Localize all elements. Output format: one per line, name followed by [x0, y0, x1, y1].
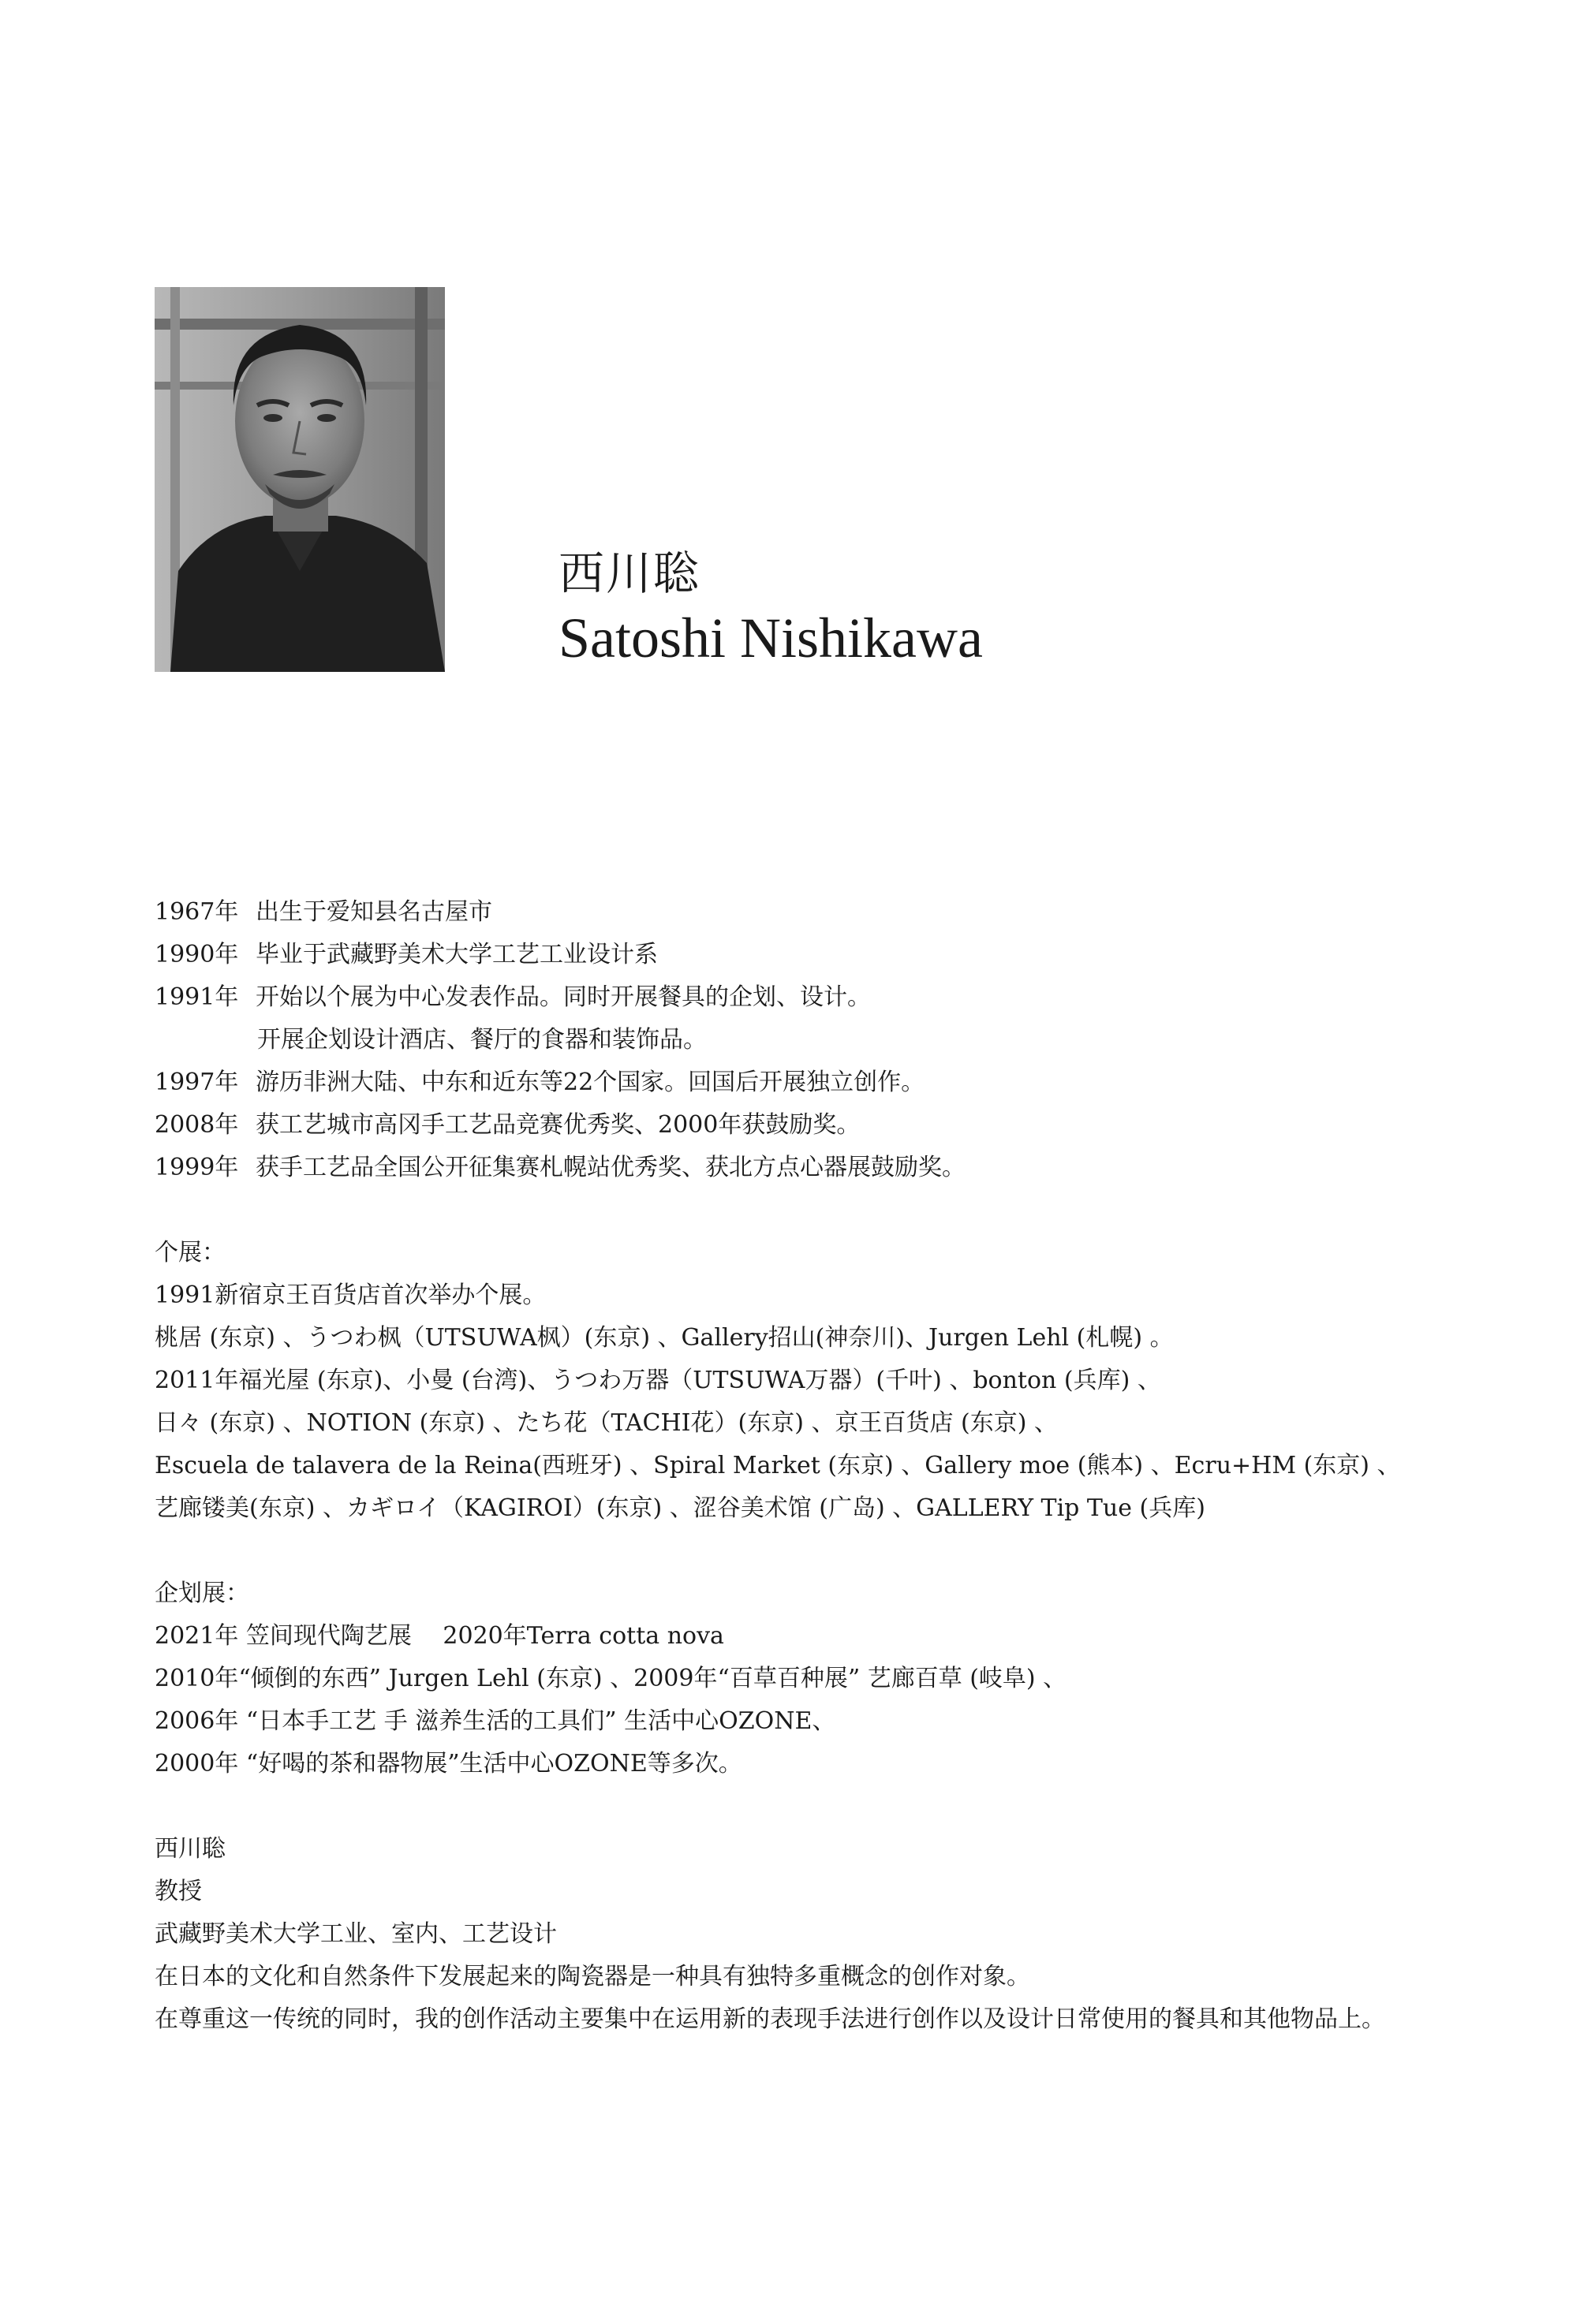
exhibition-line: 日々 (东京) 、NOTION (东京) 、たち花（TACHI花）(东京) 、京王百货店 (东京) 、	[155, 1409, 1058, 1437]
timeline-year: 1997年	[155, 1069, 239, 1096]
bio-statement: 在日本的文化和自然条件下发展起来的陶瓷器是一种具有独特多重概念的创作对象。	[155, 1963, 1030, 1990]
exhibition-line: 2000年 “好喝的茶和器物展”生活中心OZONE等多次。	[155, 1750, 742, 1778]
bio-title: 教授	[155, 1878, 202, 1905]
timeline-text: 开始以个展为中心发表作品。同时开展餐具的企划、设计。	[256, 983, 871, 1011]
bio-affiliation: 武藏野美术大学工业、室内、工艺设计	[155, 1920, 557, 1948]
section-heading: 个展：	[155, 1239, 226, 1266]
timeline-item	[155, 1061, 1496, 1104]
exhibition-line: 1991新宿京王百货店首次举办个展。	[155, 1281, 547, 1309]
timeline-text: 毕业于武藏野美术大学工艺工业设计系	[256, 941, 658, 968]
timeline-item	[155, 1019, 1496, 1061]
timeline-text: 获工艺城市高冈手工艺品竞赛优秀奖、2000年获鼓励奖。	[256, 1111, 861, 1139]
bio	[155, 1828, 1496, 2041]
timeline-text: 获手工艺品全国公开征集赛札幌站优秀奖、获北方点心器展鼓励奖。	[256, 1154, 966, 1181]
timeline-item	[155, 891, 1496, 934]
timeline-year: 1967年	[155, 898, 239, 926]
exhibition-line: 艺廊镂美(东京) 、カギロイ（KAGIROI）(东京) 、涩谷美术馆 (广岛) 、GALLERY Tip Tue (兵库)	[155, 1494, 1205, 1522]
timeline-text: 游历非洲大陆、中东和近东等22个国家。回国后开展独立创作。	[256, 1069, 925, 1096]
exhibition-line: Escuela de talavera de la Reina(西班牙) 、Spiral Market (东京) 、Gallery moe (熊本) 、Ecru+HM (东京) 、	[155, 1452, 1401, 1479]
exhibition-line: 2006年 “日本手工艺 手 滋养生活的工具们” 生活中心OZONE、	[155, 1707, 836, 1735]
timeline-item	[155, 1147, 1496, 1189]
timeline-year: 1999年	[155, 1154, 239, 1181]
exhibition-line: 2010年“倾倒的东西” Jurgen Lehl (东京) 、2009年“百草百种展” 艺廊百草 (岐阜) 、	[155, 1665, 1067, 1692]
name-chinese: 西川聡	[558, 546, 701, 600]
profile-content	[155, 891, 1496, 2041]
timeline-item	[155, 1104, 1496, 1147]
portrait-image	[155, 287, 445, 672]
name-english: Satoshi Nishikawa	[558, 606, 983, 670]
exhibition-line: 2021年 笠间现代陶艺展 2020年Terra cotta nova	[155, 1622, 724, 1650]
section-heading: 企划展：	[155, 1580, 249, 1607]
planned-exhibitions	[155, 1572, 1496, 1785]
exhibition-line: 2011年福光屋 (东京)、小曼 (台湾)、うつわ万器（UTSUWA万器）(千叶) 、bonton (兵库) 、	[155, 1367, 1161, 1394]
timeline-item	[155, 934, 1496, 976]
spacer	[155, 1530, 1496, 1572]
solo-exhibitions	[155, 1232, 1496, 1530]
spacer	[155, 1189, 1496, 1232]
bio-statement: 在尊重这一传统的同时，我的创作活动主要集中在运用新的表现手法进行创作以及设计日常使用的餐具和其他物品上。	[155, 2005, 1385, 2033]
timeline	[155, 891, 1496, 1189]
exhibition-line: 桃居 (东京) 、うつわ枫（UTSUWA枫）(东京) 、Gallery招山(神奈川)、Jurgen Lehl (札幌) 。	[155, 1324, 1174, 1352]
timeline-text: 出生于爱知县名古屋市	[256, 898, 492, 926]
portrait-photo	[155, 287, 445, 672]
timeline-year: 1990年	[155, 941, 239, 968]
bio-name: 西川聡	[155, 1835, 226, 1863]
timeline-year: 1991年	[155, 983, 239, 1011]
timeline-item	[155, 976, 1496, 1019]
timeline-text: 开展企划设计酒店、餐厅的食器和装饰品。	[257, 1026, 707, 1054]
name-block	[558, 544, 983, 673]
spacer	[155, 1785, 1496, 1828]
timeline-year: 2008年	[155, 1111, 239, 1139]
